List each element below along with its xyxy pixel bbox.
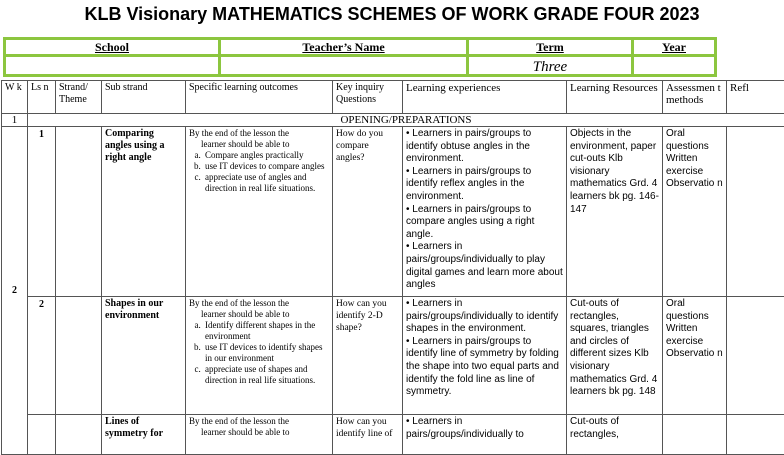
col-assessment: Assessmen t methods: [663, 81, 727, 114]
outcomes-cell: [186, 415, 333, 455]
opening-label: OPENING/PREPARATIONS: [28, 114, 784, 127]
experience-item: • Learners in pairs/groups/individually to play digital games and learn more about angles: [406, 241, 563, 291]
experience-item: • Learners in pairs/groups to identify reflex angles in the environment.: [406, 166, 563, 204]
col-lesson: Ls n: [28, 81, 56, 114]
experiences-cell: [403, 127, 567, 297]
column-header-row: [2, 81, 784, 114]
outcome-item: c. appreciate use of shapes and direction in real life situations.: [203, 364, 329, 386]
scheme-table: [1, 80, 784, 455]
substrand-cell: Comparing angles using a right angle: [102, 127, 186, 297]
strand-cell: [56, 297, 102, 415]
outcome-item: a. Compare angles practically: [203, 150, 329, 161]
experience-item: • Learners in pairs/groups to identify line of symmetry by folding the shape into two equal parts and identify the fold line as line of symmetry.: [406, 336, 563, 399]
experience-item: • Learners in pairs/groups/individually to identify shapes in the environment.: [406, 298, 563, 336]
teacher-cell: [221, 40, 469, 74]
col-week: W k: [2, 81, 28, 114]
year-label: Year: [634, 40, 714, 54]
outcome-intro-2: learner should be able to: [189, 309, 329, 320]
outcome-list: [189, 320, 329, 386]
col-reflection: Refl: [727, 81, 784, 114]
col-strand: Strand/ Theme: [56, 81, 102, 114]
col-substrand: Sub strand: [102, 81, 186, 114]
experiences-cell: [403, 415, 567, 455]
assessment-cell: [663, 415, 727, 455]
school-cell: [6, 40, 221, 74]
week-number: 2: [2, 127, 28, 455]
experience-item: • Learners in pairs/groups to identify obtuse angles in the environment.: [406, 128, 563, 166]
substrand-cell: Lines of symmetry for: [102, 415, 186, 455]
substrand-cell: Shapes in our environment: [102, 297, 186, 415]
strand-cell: [56, 127, 102, 297]
experience-item: • Learners in pairs/groups to compare angles using a right angle.: [406, 204, 563, 242]
opening-row: [2, 114, 784, 127]
term-label: Term: [469, 40, 631, 54]
inquiry-cell: How can you identify 2-D shape?: [333, 297, 403, 415]
strand-cell: [56, 415, 102, 455]
experience-item: • Learners in pairs/groups/individually to: [406, 416, 563, 441]
opening-week: 1: [2, 114, 28, 127]
outcome-list: [189, 150, 329, 194]
resources-cell: Objects in the environment, paper cut-outs Klb visionary mathematics Grd. 4 learners bk pg. 146-147: [567, 127, 663, 297]
outcome-intro-2: learner should be able to: [189, 139, 329, 150]
experiences-cell: [403, 297, 567, 415]
page-title: KLB Visionary MATHEMATICS SCHEMES OF WORK GRADE FOUR 2023: [0, 2, 784, 26]
outcomes-cell: [186, 127, 333, 297]
outcomes-cell: [186, 297, 333, 415]
term-value: Three: [469, 58, 631, 76]
outcome-item: b. use IT devices to compare angles: [203, 161, 329, 172]
table-row: [2, 127, 784, 297]
outcome-item: c. appreciate use of angles and direction in real life situations.: [203, 172, 329, 194]
outcome-intro: By the end of the lesson the: [189, 416, 329, 427]
outcome-intro: By the end of the lesson the: [189, 128, 329, 139]
resources-cell: Cut-outs of rectangles, squares, triangles and circles of different sizes Klb visionary mathematics Grd. 4 learners bk pg. 148: [567, 297, 663, 415]
school-info-header: [3, 37, 717, 77]
year-cell: [634, 40, 714, 74]
inquiry-cell: How can you identify line of: [333, 415, 403, 455]
assessment-cell: Oral questions Written exercise Observatio n: [663, 127, 727, 297]
outcome-item: b. use IT devices to identify shapes in our environment: [203, 342, 329, 364]
resources-cell: Cut-outs of rectangles,: [567, 415, 663, 455]
reflection-cell: [727, 415, 784, 455]
col-outcomes: Specific learning outcomes: [186, 81, 333, 114]
inquiry-cell: How do you compare angles?: [333, 127, 403, 297]
table-row: [2, 415, 784, 455]
lesson-number: [28, 415, 56, 455]
outcome-item: a. Identify different shapes in the environment: [203, 320, 329, 342]
assessment-cell: Oral questions Written exercise Observatio n: [663, 297, 727, 415]
lesson-number: 2: [28, 297, 56, 415]
lesson-number: 1: [28, 127, 56, 297]
term-cell: [469, 40, 634, 74]
col-resources: Learning Resources: [567, 81, 663, 114]
col-inquiry: Key inquiry Questions: [333, 81, 403, 114]
reflection-cell: [727, 127, 784, 297]
outcome-intro: By the end of the lesson the: [189, 298, 329, 309]
reflection-cell: [727, 297, 784, 415]
school-label: School: [6, 40, 218, 54]
outcome-intro-2: learner should be able to: [189, 427, 329, 438]
teacher-label: Teacher’s Name: [221, 40, 466, 54]
col-experiences: Learning experiences: [403, 81, 567, 114]
table-row: [2, 297, 784, 415]
